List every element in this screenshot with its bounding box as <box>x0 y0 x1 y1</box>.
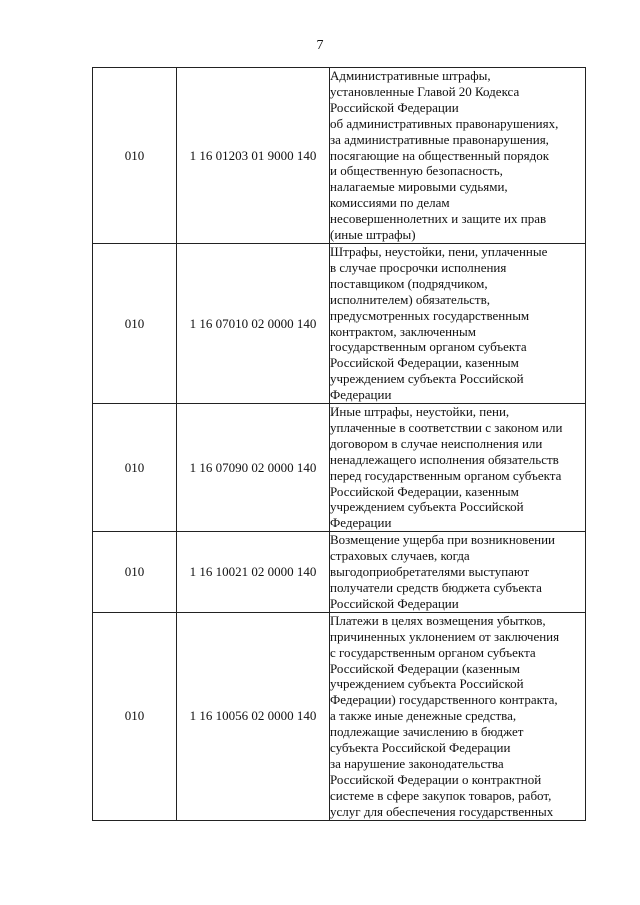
table-row <box>93 243 586 403</box>
description-line: контрактом, заключенным <box>330 323 476 339</box>
description-line: и общественную безопасность, <box>330 163 503 179</box>
description-line: выгодоприобретателями выступают <box>330 564 530 580</box>
description-line: Российской Федерации, казенным <box>330 483 519 499</box>
admin-code-cell: 010 <box>93 243 177 403</box>
description-line: учреждением субъекта Российской <box>330 371 524 387</box>
description-line: с государственным органом субъекта <box>330 644 536 660</box>
budget-codes-table <box>92 67 586 821</box>
description-cell <box>330 68 586 244</box>
table-row <box>93 532 586 613</box>
description-line: Российской Федерации (казенным <box>330 660 520 676</box>
description-line: Иные штрафы, неустойки, пени, <box>330 404 510 420</box>
description-line: (иные штрафы) <box>330 227 416 243</box>
description-line: государственным органом субъекта <box>330 339 527 355</box>
description-line: Российской Федерации <box>330 99 459 115</box>
description-line: подлежащие зачислению в бюджет <box>330 724 524 740</box>
description-line: Российской Федерации о контрактной <box>330 771 542 787</box>
description-line: Возмещение ущерба при возникновении <box>330 532 555 548</box>
table-body <box>93 68 586 821</box>
description-line: Штрафы, неустойки, пени, уплаченные <box>330 243 548 259</box>
description-line: перед государственным органом субъекта <box>330 467 562 483</box>
description-line: ненадлежащего исполнения обязательств <box>330 451 559 467</box>
description-line: причиненных уклонением от заключения <box>330 628 560 644</box>
description-line: исполнителем) обязательств, <box>330 291 490 307</box>
description-line: установленные Главой 20 Кодекса <box>330 83 520 99</box>
description-line: Административные штрафы, <box>330 68 491 83</box>
description-line: несовершеннолетних и защите их прав <box>330 211 547 227</box>
table-row <box>93 612 586 820</box>
description-line: за нарушение законодательства <box>330 755 504 771</box>
description-line: получатели средств бюджета субъекта <box>330 580 542 595</box>
description-line: страховых случаев, когда <box>330 548 470 564</box>
description-line: Российской Федерации <box>330 595 459 611</box>
description-line: налагаемые мировыми судьями, <box>330 179 508 195</box>
kbk-code-cell: 1 16 07010 02 0000 140 <box>177 243 330 403</box>
description-line: комиссиями по делам <box>330 195 450 211</box>
description-line: учреждением субъекта Российской <box>330 499 524 515</box>
table-row <box>93 68 586 244</box>
description-line: Федерации <box>330 387 392 403</box>
description-cell <box>330 532 586 613</box>
description-line: услуг для обеспечения государственных <box>330 803 554 819</box>
admin-code-cell: 010 <box>93 68 177 244</box>
table-row <box>93 404 586 532</box>
kbk-code-cell: 1 16 07090 02 0000 140 <box>177 404 330 532</box>
description-line: поставщиком (подрядчиком, <box>330 275 488 291</box>
description-cell <box>330 243 586 403</box>
description-line: Российской Федерации, казенным <box>330 355 519 371</box>
description-line: уплаченные в соответствии с законом или <box>330 419 563 435</box>
description-cell <box>330 612 586 820</box>
description-line: в случае просрочки исполнения <box>330 259 507 275</box>
description-line: а также иные денежные средства, <box>330 708 517 724</box>
admin-code-cell: 010 <box>93 612 177 820</box>
description-line: предусмотренных государственным <box>330 307 530 323</box>
page-number: 7 <box>316 38 324 53</box>
description-line: Федерации <box>330 515 392 531</box>
description-line: Платежи в целях возмещения убытков, <box>330 612 546 628</box>
admin-code-cell: 010 <box>93 532 177 613</box>
description-line: посягающие на общественный порядок <box>330 147 550 163</box>
admin-code-cell: 010 <box>93 404 177 532</box>
description-line: договором в случае неисполнения или <box>330 435 543 451</box>
kbk-code-cell: 1 16 10056 02 0000 140 <box>177 612 330 820</box>
description-line: субъекта Российской Федерации <box>330 740 511 756</box>
description-cell <box>330 404 586 532</box>
description-line: системе в сфере закупок товаров, работ, <box>330 787 552 803</box>
description-line: за административные правонарушения, <box>330 131 549 147</box>
description-line: об административных правонарушениях, <box>330 115 559 131</box>
description-line: Федерации) государственного контракта, <box>330 692 558 708</box>
kbk-code-cell: 1 16 10021 02 0000 140 <box>177 532 330 613</box>
kbk-code-cell: 1 16 01203 01 9000 140 <box>177 68 330 244</box>
description-line: учреждением субъекта Российской <box>330 676 524 692</box>
